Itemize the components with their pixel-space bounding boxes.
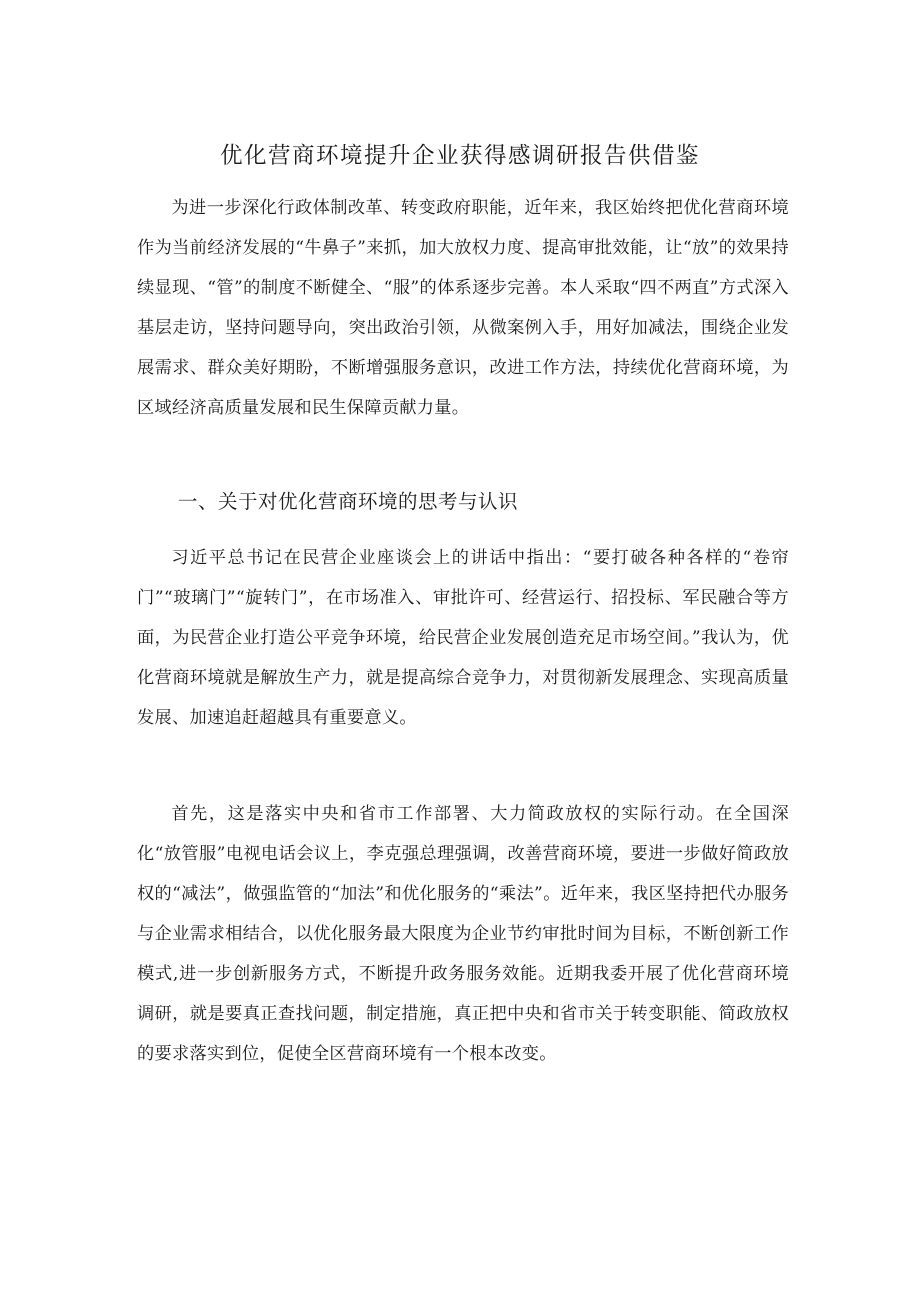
body-paragraph: 习近平总书记在民营企业座谈会上的讲话中指出：“要打破各种各样的“卷帘门”“玻璃门”“旋转门”，在市场准入、审批许可、经营运行、招投标、军民融合等方面，为民营企业打造公平竞争环境，给民营企业发展创造充足市场空间。”我认为，优化营商环境就是解放生产力，就是提高综合竞争力，对贯彻新发展理念、实现高质量发展、加速追赶超越具有重要意义。 <box>137 548 789 728</box>
section-heading: 一、关于对优化营商环境的思考与认识 <box>177 490 518 513</box>
intro-paragraph: 为进一步深化行政体制改革、转变政府职能，近年来，我区始终把优化营商环境作为当前经济发展的“牛鼻子”来抓，加大放权力度、提高审批效能，让“放”的效果持续显现、“管”的制度不断健全、“服”的体系逐步完善。本人采取“四不两直”方式深入基层走访，坚持问题导向，突出政治引领，从微案例入手，用好加减法，围绕企业发展需求、群众美好期盼，不断增强服务意识，改进工作方法，持续优化营商环境，为区域经济高质量发展和民生保障贡献力量。 <box>137 198 789 418</box>
body-paragraph: 首先，这是落实中央和省市工作部署、大力简政放权的实际行动。在全国深化“放管服”电视电话会议上，李克强总理强调，改善营商环境，要进一步做好简政放权的“减法”，做强监管的“加法”和优化服务的“乘法”。近年来，我区坚持把代办服务与企业需求相结合，以优化服务最大限度为企业节约审批时间为目标，不断创新工作模式,进一步创新服务方式，不断提升政务服务效能。近期我委开展了优化营商环境调研，就是要真正查找问题，制定措施，真正把中央和省市关于转变职能、简政放权的要求落实到位，促使全区营商环境有一个根本改变。 <box>137 804 789 1064</box>
document-title: 优化营商环境提升企业获得感调研报告供借鉴 <box>219 143 700 169</box>
